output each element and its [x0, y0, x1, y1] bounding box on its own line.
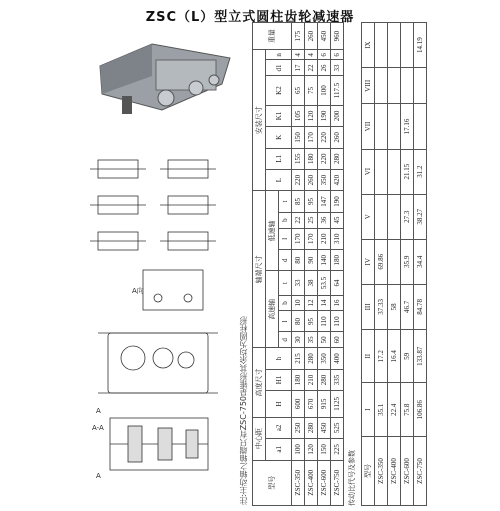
ratio-cell: 38.27	[414, 194, 427, 239]
table-row	[318, 23, 331, 506]
table-cell: 10	[292, 295, 305, 311]
table-cell: 190	[331, 191, 344, 212]
model-cell: ZSC-600	[318, 460, 331, 505]
table-cell: 670	[305, 391, 318, 418]
ratio-cell: 35.9	[401, 239, 414, 284]
ratio-cell: 17.2	[375, 329, 388, 383]
header-weight: 重量	[253, 23, 292, 50]
ratio-cell	[401, 23, 414, 68]
table-cell: 190	[318, 105, 331, 126]
table-cell: 215	[292, 348, 305, 369]
ratio-cell	[375, 68, 388, 104]
sub-a2: a2	[266, 417, 292, 438]
label-a-bottom: A	[96, 472, 101, 480]
spec-table-area	[252, 22, 496, 506]
table-cell: 75	[305, 76, 318, 105]
table-cell: 100	[292, 439, 305, 460]
table-cell: 95	[305, 191, 318, 212]
ratio-cell	[401, 68, 414, 104]
footnote: 注:主动轴之轴端只有ZSC-750是锥形其余均为圆柱形	[239, 316, 248, 505]
table-cell: 150	[292, 127, 305, 148]
table-cell: 33	[331, 60, 344, 76]
table-cell: 225	[331, 439, 344, 460]
table-cell: 335	[331, 369, 344, 390]
table-cell: 450	[318, 23, 331, 50]
table-cell: 25	[305, 212, 318, 228]
table-cell: 1125	[331, 391, 344, 418]
table-cell: 117.5	[331, 76, 344, 105]
ratio-row	[375, 23, 388, 506]
ratio-cell: 16.4	[388, 329, 401, 383]
ratio-model-cell: ZSC-350	[375, 437, 388, 506]
ratio-cell: 14.19	[414, 23, 427, 68]
ratio-cell	[388, 104, 401, 149]
table-cell: 26	[318, 60, 331, 76]
reducer-photo	[92, 36, 234, 118]
table-cell: 260	[305, 169, 318, 190]
table-cell: 80	[292, 311, 305, 332]
header-model: 型号	[253, 460, 292, 505]
ratio-cell: 35.1	[375, 383, 388, 437]
table-cell: 915	[318, 391, 331, 418]
table-cell: 170	[292, 228, 305, 249]
sub-k1: K1	[266, 105, 292, 126]
ratio-model-cell: ZSC-600	[401, 437, 414, 506]
table-cell: 280	[305, 348, 318, 369]
table-cell: 45	[331, 212, 344, 228]
table-row	[331, 23, 344, 506]
sub-d-high: d	[279, 332, 292, 348]
table-cell: 150	[318, 439, 331, 460]
sub-h-big: H	[266, 391, 292, 418]
table-cell: 210	[318, 228, 331, 249]
table-cell: 525	[331, 417, 344, 438]
ratio-cell: 106.86	[414, 383, 427, 437]
ratio-cell: 22.4	[388, 383, 401, 437]
ratio-header-cell: VIII	[362, 68, 375, 104]
table-cell: 220	[318, 127, 331, 148]
table-cell: 450	[318, 417, 331, 438]
ratio-model-cell: ZSC-400	[388, 437, 401, 506]
table-cell: 220	[318, 148, 331, 169]
table-cell: 65	[292, 76, 305, 105]
ratio-cell: 69.86	[375, 239, 388, 284]
table-cell: 22	[305, 60, 318, 76]
ratio-header-cell: IV	[362, 239, 375, 284]
sub-a1: a1	[266, 439, 292, 460]
table-cell: 180	[292, 369, 305, 390]
table-cell: 280	[331, 148, 344, 169]
ratio-row	[388, 23, 401, 506]
ratio-cell: 58	[388, 284, 401, 329]
ratio-header-cell: VII	[362, 104, 375, 149]
ratio-cell	[388, 149, 401, 194]
table-cell: 90	[305, 250, 318, 271]
table-cell: 280	[318, 369, 331, 390]
ratio-header-cell: I	[362, 383, 375, 437]
table-cell: 80	[292, 250, 305, 271]
label-a: A	[96, 407, 101, 415]
sub-t-high: t	[279, 271, 292, 295]
table-cell: 35	[305, 332, 318, 348]
ratio-cell: 37.33	[375, 284, 388, 329]
ratio-caption: 传动比代号及参数	[348, 450, 356, 506]
table-cell: 110	[331, 311, 344, 332]
ratio-header-cell: III	[362, 284, 375, 329]
sub-l: L	[266, 169, 292, 190]
table-cell: 4	[305, 50, 318, 60]
table-cell: 280	[305, 417, 318, 438]
table-cell: 14	[318, 295, 331, 311]
table-cell: 100	[318, 76, 331, 105]
table-cell: 200	[331, 105, 344, 126]
ratio-cell	[388, 194, 401, 239]
ratio-cell: 21.15	[401, 149, 414, 194]
ratio-cell: 34.4	[414, 239, 427, 284]
table-cell: 420	[331, 169, 344, 190]
table-cell: 4	[292, 50, 305, 60]
label-section: A-A	[92, 424, 104, 432]
ratio-cell: 84.78	[414, 284, 427, 329]
table-cell: 220	[292, 169, 305, 190]
ratio-cell	[375, 194, 388, 239]
table-cell: 350	[318, 348, 331, 369]
table-row	[292, 23, 305, 506]
rotated-tables	[252, 22, 496, 506]
model-cell: ZSC-750	[331, 460, 344, 505]
ratio-cell	[414, 104, 427, 149]
table-cell: 210	[305, 369, 318, 390]
table-cell: 310	[331, 228, 344, 249]
ratio-cell	[388, 239, 401, 284]
table-cell: 95	[305, 311, 318, 332]
subgroup-high: 高速轴	[266, 271, 279, 348]
ratio-model-cell: ZSC-750	[414, 437, 427, 506]
sub-d-low: d	[279, 250, 292, 271]
model-cell: ZSC-400	[305, 460, 318, 505]
ratio-cell	[375, 149, 388, 194]
table-cell: 6	[318, 50, 331, 60]
table-cell: 140	[318, 250, 331, 271]
table-cell: 350	[318, 169, 331, 190]
ratio-cell	[375, 104, 388, 149]
table-cell: 120	[305, 105, 318, 126]
ratio-header-cell: IX	[362, 23, 375, 68]
table-cell: 170	[305, 228, 318, 249]
sub-k2: K2	[266, 76, 292, 105]
ratio-header-cell: VI	[362, 149, 375, 194]
table-cell: 250	[292, 417, 305, 438]
ratio-header-cell: II	[362, 329, 375, 383]
table-cell: 85	[292, 191, 305, 212]
ratio-cell: 133.87	[414, 329, 427, 383]
sub-n: n	[266, 50, 292, 60]
label-a-view: A向	[132, 287, 144, 295]
ratio-header-cell: V	[362, 194, 375, 239]
arrangement-sketches	[90, 160, 216, 250]
ratio-cell: 27.3	[401, 194, 414, 239]
sub-t-low: t	[279, 191, 292, 212]
table-cell: 110	[318, 311, 331, 332]
technical-drawings	[88, 148, 238, 498]
sub-b-high: b	[279, 295, 292, 311]
ratio-row	[414, 23, 427, 506]
header-install: 安装尺寸	[253, 50, 266, 191]
ratio-cell: 31.2	[414, 149, 427, 194]
ratio-cell: 17.16	[401, 104, 414, 149]
subgroup-low: 低速轴	[266, 191, 279, 271]
table-cell: 64	[331, 271, 344, 295]
table-cell: 400	[331, 348, 344, 369]
ratio-cell	[388, 23, 401, 68]
model-cell: ZSC-350	[292, 460, 305, 505]
table-cell: 22	[292, 212, 305, 228]
table-cell: 960	[331, 23, 344, 50]
table-cell: 17	[292, 60, 305, 76]
header-center: 中心距	[253, 417, 266, 460]
table-cell: 12	[305, 295, 318, 311]
table-cell: 180	[331, 250, 344, 271]
table-cell: 33	[292, 271, 305, 295]
ratio-table	[361, 22, 427, 506]
header-height: 高度尺寸	[253, 348, 266, 417]
table-cell: 30	[292, 332, 305, 348]
ratio-cell: 59	[401, 329, 414, 383]
ratio-cell	[375, 23, 388, 68]
table-cell: 260	[305, 23, 318, 50]
table-cell: 170	[305, 127, 318, 148]
table-cell: 180	[305, 148, 318, 169]
page-title: ZSC（L）型立式圆柱齿轮减速器	[145, 10, 355, 25]
ratio-header-cell: 型号	[362, 437, 375, 506]
table-cell: 260	[331, 127, 344, 148]
table-cell: 147	[318, 191, 331, 212]
sub-l1: L1	[266, 148, 292, 169]
sub-b-low: b	[279, 212, 292, 228]
table-cell: 38	[305, 271, 318, 295]
ratio-cell	[388, 68, 401, 104]
ratio-cell: 75.8	[401, 383, 414, 437]
header-shaft: 轴端尺寸	[253, 191, 266, 348]
table-cell: 36	[318, 212, 331, 228]
table-cell: 50	[318, 332, 331, 348]
table-cell: 53.5	[318, 271, 331, 295]
sub-l-high: l	[279, 311, 292, 332]
table-cell: 16	[331, 295, 344, 311]
table-cell: 6	[331, 50, 344, 60]
sub-h-small: h	[266, 348, 292, 369]
table-cell: 155	[292, 148, 305, 169]
sub-l-low: l	[279, 228, 292, 249]
ratio-row	[401, 23, 414, 506]
table-cell: 105	[292, 105, 305, 126]
table-cell: 60	[331, 332, 344, 348]
sub-h1: H1	[266, 369, 292, 390]
dimension-table	[252, 22, 344, 506]
ratio-cell	[414, 68, 427, 104]
table-cell: 175	[292, 23, 305, 50]
table-cell: 600	[292, 391, 305, 418]
table-cell: 120	[305, 439, 318, 460]
sub-d1: d1	[266, 60, 292, 76]
ratio-header-row	[362, 23, 375, 506]
ratio-cell: 46.7	[401, 284, 414, 329]
sub-k: K	[266, 127, 292, 148]
table-row	[305, 23, 318, 506]
